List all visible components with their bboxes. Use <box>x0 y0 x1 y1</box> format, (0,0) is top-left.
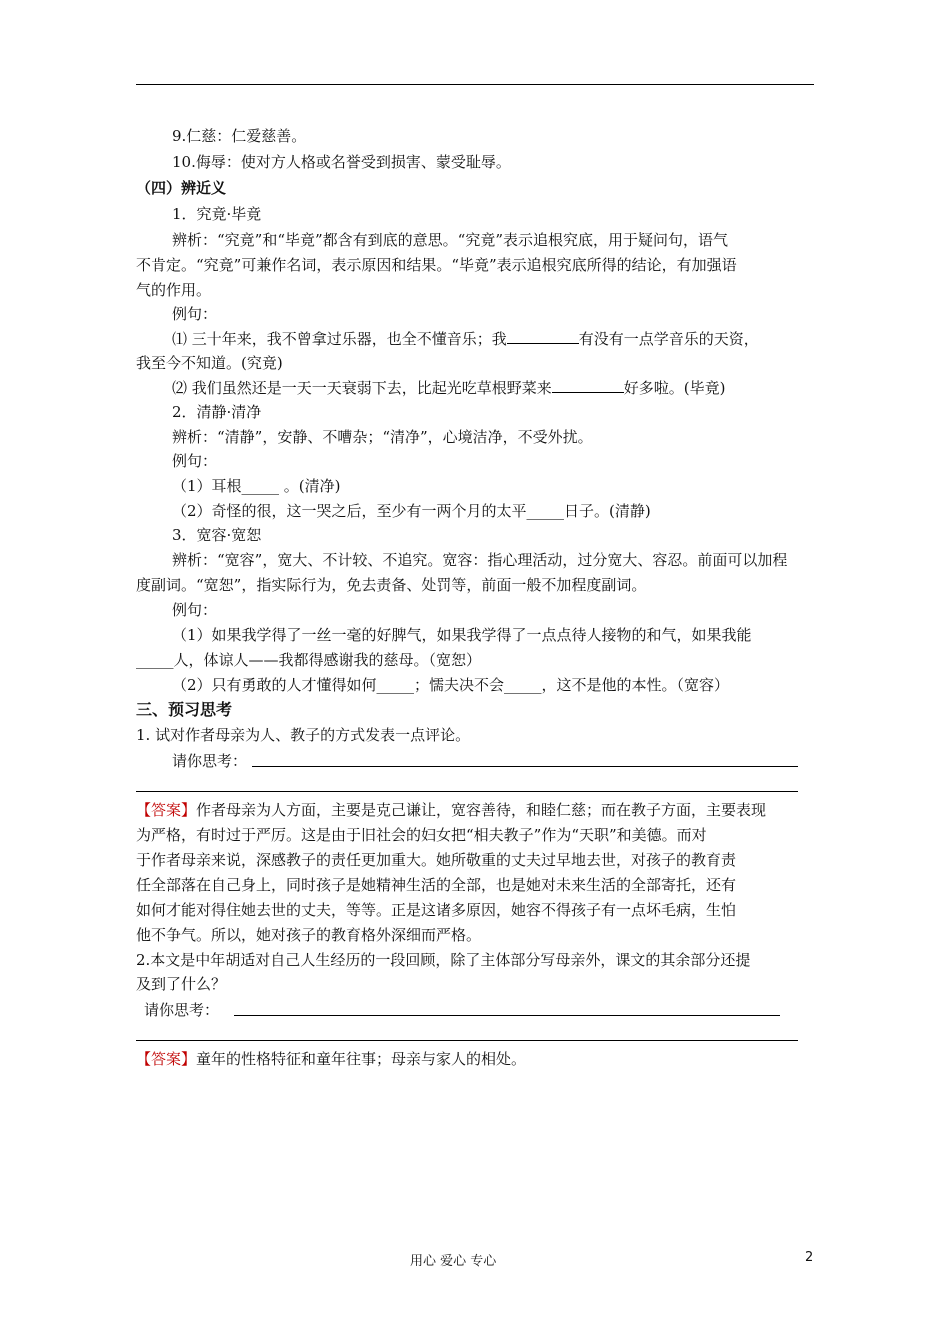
answer-1-line6: 他不争气。所以，她对孩子的教育格外深细而严格。 <box>136 926 482 944</box>
question-2-line1: 2.本文是中年胡适对自己人生经历的一段回顾，除了主体部分写母亲外，课文的其余部分还提 <box>136 951 751 969</box>
definition-10: 10.侮辱：使对方人格或名誉受到损害、蒙受耻辱。 <box>172 153 511 171</box>
group1-title: 1．究竟·毕竟 <box>172 205 262 223</box>
example2-text-b: 好多啦。(毕竟) <box>623 379 726 397</box>
group2-analysis: 辨析：“清静”，安静、不嘈杂；“清净”，心境洁净，不受外扰。 <box>172 428 593 446</box>
group1-example1-cont: 我至今不知道。(究竟) <box>136 354 283 372</box>
group3-example1-cont: _____人，体谅人——我都得感谢我的慈母。（宽恕） <box>136 651 482 669</box>
group2-example1: （1）耳根_____ 。(清净) <box>172 477 341 495</box>
answer-1-line1 <box>136 798 766 822</box>
fill-blank <box>507 329 579 344</box>
page-number: 2 <box>805 1250 814 1265</box>
group1-example2 <box>172 376 726 400</box>
answer-1-line3: 于作者母亲来说，深感教子的责任更加重大。她所敬重的丈夫过早地去世，对孩子的教育责 <box>136 851 737 869</box>
group1-analysis-line3: 气的作用。 <box>136 281 212 299</box>
group2-example-label: 例句： <box>172 452 218 470</box>
answer-1-line2: 为严格，有时过于严厉。这是由于旧社会的妇女把“相夫教子”作为“天职”和美德。而对 <box>136 826 707 844</box>
question-1: 1. 试对作者母亲为人、教子的方式发表一点评论。 <box>136 726 471 744</box>
group3-example-label: 例句： <box>172 601 218 619</box>
answer-tag: 【答案】 <box>136 1050 197 1068</box>
group1-analysis-line1: 辨析：“究竟”和“毕竟”都含有到底的意思。“究竟”表示追根究底，用于疑问句，语气 <box>172 231 729 249</box>
example1-text-a: ⑴ 三十年来，我不曾拿过乐器，也全不懂音乐；我 <box>172 330 507 348</box>
example2-text-a: ⑵ 我们虽然还是一天一天衰弱下去，比起光吃草根野菜来 <box>172 379 552 397</box>
think-prompt-1: 请你思考： <box>172 752 248 770</box>
group3-title: 3．宽容·宽恕 <box>172 526 262 544</box>
group3-analysis-line1: 辨析：“宽容”，宽大、不计较、不追究。宽容：指心理活动，过分宽大、容忍。前面可以加程 <box>172 551 788 569</box>
fill-blank <box>552 378 624 393</box>
definition-9: 9.仁慈：仁爱慈善。 <box>172 127 307 145</box>
answer-2-text: 童年的性格特征和童年往事；母亲与家人的相处。 <box>196 1050 527 1068</box>
answer-line <box>252 766 798 767</box>
footer-motto: 用心 爱心 专心 <box>410 1254 497 1269</box>
section-heading-synonyms: （四）辨近义 <box>136 179 227 197</box>
group1-analysis-line2: 不肯定。“究竟”可兼作名词，表示原因和结果。“毕竟”表示追根究底所得的结论，有加强语 <box>136 256 737 274</box>
answer-line <box>136 791 798 792</box>
group1-example-label: 例句： <box>172 305 218 323</box>
section-heading-preview: 三、预习思考 <box>136 700 233 719</box>
answer-2 <box>136 1047 526 1071</box>
group1-example1 <box>172 327 759 351</box>
answer-1-line5: 如何才能对得住她去世的丈夫，等等。正是这诸多原因，她容不得孩子有一点坏毛病，生怕 <box>136 901 737 919</box>
answer-line <box>136 1040 798 1041</box>
answer-line <box>234 1015 780 1016</box>
answer-1-text: 作者母亲为人方面，主要是克己谦让，宽容善待，和睦仁慈；而在教子方面，主要表现 <box>196 801 767 819</box>
group3-example1: （1）如果我学得了一丝一毫的好脾气，如果我学得了一点点待人接物的和气，如果我能 <box>172 626 752 644</box>
group2-example2: （2）奇怪的很，这一哭之后，至少有一两个月的太平_____日子。(清静) <box>172 502 651 520</box>
group3-analysis-line2: 度副词。“宽恕”，指实际行为，免去责备、处罚等，前面一般不加程度副词。 <box>136 576 647 594</box>
group2-title: 2．清静·清净 <box>172 403 262 421</box>
question-2-line2: 及到了什么？ <box>136 975 227 993</box>
answer-tag: 【答案】 <box>136 801 197 819</box>
group3-example2: （2）只有勇敢的人才懂得如何_____；懦夫决不会_____，这不是他的本性。（宽容） <box>172 676 730 694</box>
example1-text-b: 有没有一点学音乐的天资， <box>578 330 759 348</box>
header-rule <box>136 84 814 85</box>
answer-1-line4: 任全部落在自己身上，同时孩子是她精神生活的全部，也是她对未来生活的全部寄托，还有 <box>136 876 737 894</box>
think-prompt-2: 请你思考： <box>144 1001 220 1019</box>
